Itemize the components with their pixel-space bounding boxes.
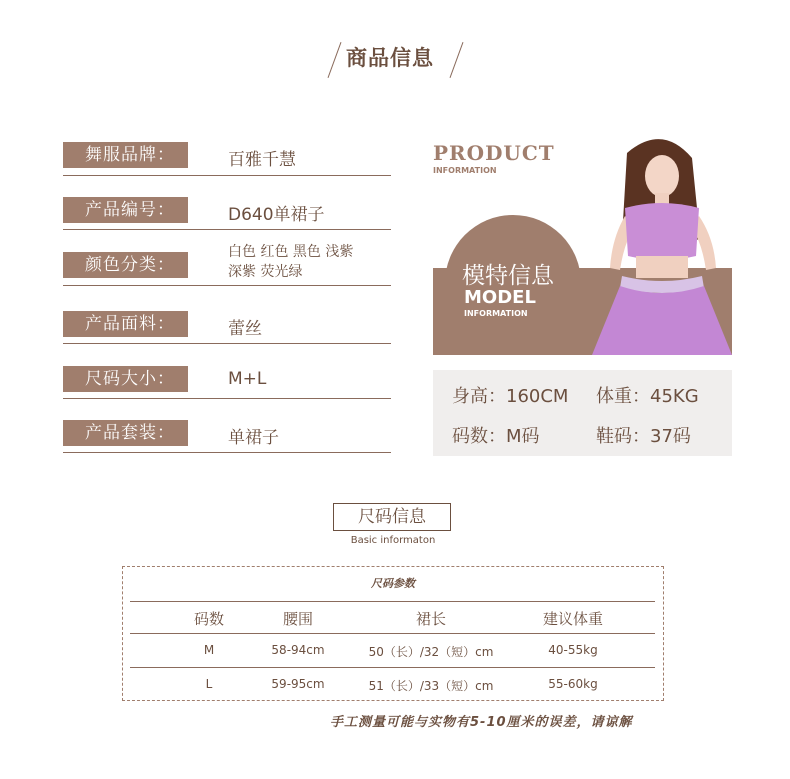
divider — [63, 452, 391, 453]
label-fabric: 产品面料： — [63, 311, 188, 337]
label-set: 产品套装： — [63, 420, 188, 446]
model-height: 身高：160CM — [452, 386, 569, 407]
label-size: 尺码大小： — [63, 366, 188, 392]
divider — [63, 175, 391, 176]
table-line — [130, 667, 655, 668]
value-colors-line1: 白色 红色 黑色 浅紫 — [228, 244, 354, 260]
value-fabric: 蕾丝 — [228, 319, 262, 339]
size-table-title: 尺码参数 — [371, 577, 415, 590]
model-title-cn: 模特信息 — [462, 263, 554, 289]
header-size: 码数 — [193, 610, 224, 628]
divider — [63, 285, 391, 286]
header-slash-left — [328, 42, 342, 78]
table-cell: 55-60kg — [548, 677, 598, 691]
table-cell: 50（长）/32（短）cm — [368, 645, 494, 659]
header-waist: 腰围 — [282, 610, 313, 628]
model-photo — [592, 128, 732, 355]
product-subheading: INFORMATION — [433, 166, 497, 175]
value-product-code: D640单裙子 — [228, 205, 325, 225]
value-set: 单裙子 — [228, 428, 279, 448]
table-cell: 59-95cm — [271, 677, 325, 691]
model-title-en: MODEL — [464, 287, 536, 308]
table-cell: 40-55kg — [548, 643, 598, 657]
header-skirt-length: 裙长 — [415, 610, 446, 628]
label-product-code: 产品编号： — [63, 197, 188, 223]
value-colors-line2: 深紫 荧光绿 — [228, 264, 303, 280]
table-line — [130, 633, 655, 634]
value-brand: 百雅千慧 — [228, 150, 296, 170]
size-section-title: 尺码信息 — [333, 503, 451, 531]
model-subtitle: INFORMATION — [464, 309, 528, 318]
model-weight: 体重：45KG — [596, 386, 699, 407]
model-shoe-size: 鞋码：37码 — [596, 426, 691, 447]
divider — [63, 229, 391, 230]
label-brand: 舞服品牌： — [63, 142, 188, 168]
page-title: 商品信息 — [346, 46, 434, 70]
header-slash-right — [450, 42, 464, 78]
value-size: M+L — [228, 369, 267, 389]
table-cell: 58-94cm — [271, 643, 325, 657]
label-colors: 颜色分类： — [63, 252, 188, 278]
divider — [63, 343, 391, 344]
table-cell: M — [203, 643, 215, 657]
table-cell: 51（长）/33（短）cm — [368, 679, 494, 693]
table-line — [130, 601, 655, 602]
table-cell: L — [205, 677, 213, 691]
measurement-footnote: 手工测量可能与实物有5-10厘米的误差，请谅解 — [330, 715, 633, 730]
model-size: 码数：M码 — [452, 426, 540, 447]
header-weight: 建议体重 — [542, 610, 603, 628]
divider — [63, 398, 391, 399]
product-heading: PRODUCT — [433, 141, 555, 165]
size-section-subtitle: Basic informaton — [350, 535, 436, 546]
